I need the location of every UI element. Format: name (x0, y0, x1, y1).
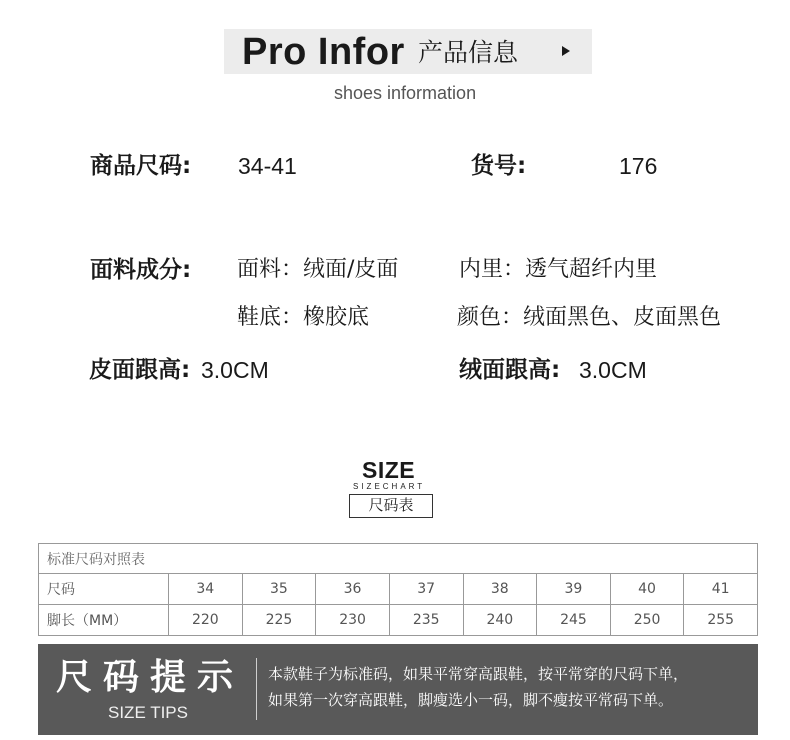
length-cell: 235 (389, 605, 463, 636)
size-cell: 37 (389, 574, 463, 605)
length-row-label: 脚长（MM） (39, 605, 169, 636)
size-cell: 36 (316, 574, 390, 605)
size-cell: 40 (610, 574, 684, 605)
length-cell: 250 (610, 605, 684, 636)
play-arrow-icon (562, 46, 570, 56)
size-tips-subtitle: SIZE TIPS (108, 703, 188, 722)
size-table-caption: 标准尺码对照表 (39, 544, 758, 574)
size-cell: 35 (242, 574, 316, 605)
sole-value: 鞋底：橡胶底 (237, 305, 370, 330)
suede-heel-value: 3.0CM (579, 357, 647, 383)
size-tips-panel (38, 644, 758, 735)
header-title-en: Pro Infor (242, 31, 405, 73)
size-tips-line-1: 本款鞋子为标准码，如果平常穿高跟鞋，按平常穿的尺码下单， (268, 665, 689, 683)
suede-heel-label: 绒面跟高: (459, 357, 561, 383)
size-tips-title: 尺码提示 (56, 657, 245, 698)
size-row (39, 574, 758, 605)
size-chart-label: SIZECHART (353, 482, 426, 491)
leather-heel-value: 3.0CM (201, 357, 269, 383)
length-cell: 230 (316, 605, 390, 636)
leather-heel-label: 皮面跟高: (89, 357, 191, 383)
size-label: 商品尺码: (90, 153, 192, 179)
length-cell: 220 (169, 605, 243, 636)
item-no-value: 176 (619, 153, 658, 179)
header-title-cn: 产品信息 (418, 38, 519, 67)
size-cell: 38 (463, 574, 537, 605)
material-label: 面料成分: (90, 257, 192, 283)
size-chart-cn-box: 尺码表 (349, 494, 433, 518)
length-cell: 240 (463, 605, 537, 636)
color-value: 颜色：绒面黑色、皮面黑色 (457, 305, 722, 330)
length-cell: 225 (242, 605, 316, 636)
size-table (38, 543, 758, 636)
size-cell: 34 (169, 574, 243, 605)
fabric-value: 面料：绒面/皮面 (237, 257, 399, 282)
header-subtitle: shoes information (334, 83, 477, 103)
foot-length-row (39, 605, 758, 636)
tips-divider (256, 658, 257, 720)
size-logo-text: SIZE (362, 457, 416, 483)
lining-value: 内里：透气超纤内里 (459, 257, 658, 282)
size-cell: 39 (537, 574, 611, 605)
item-no-label: 货号: (471, 153, 527, 179)
size-tips-line-2: 如果第一次穿高跟鞋，脚瘦选小一码，脚不瘦按平常码下单。 (268, 691, 674, 709)
length-cell: 245 (537, 605, 611, 636)
size-row-label: 尺码 (39, 574, 169, 605)
length-cell: 255 (684, 605, 758, 636)
size-value: 34-41 (238, 153, 297, 179)
size-cell: 41 (684, 574, 758, 605)
